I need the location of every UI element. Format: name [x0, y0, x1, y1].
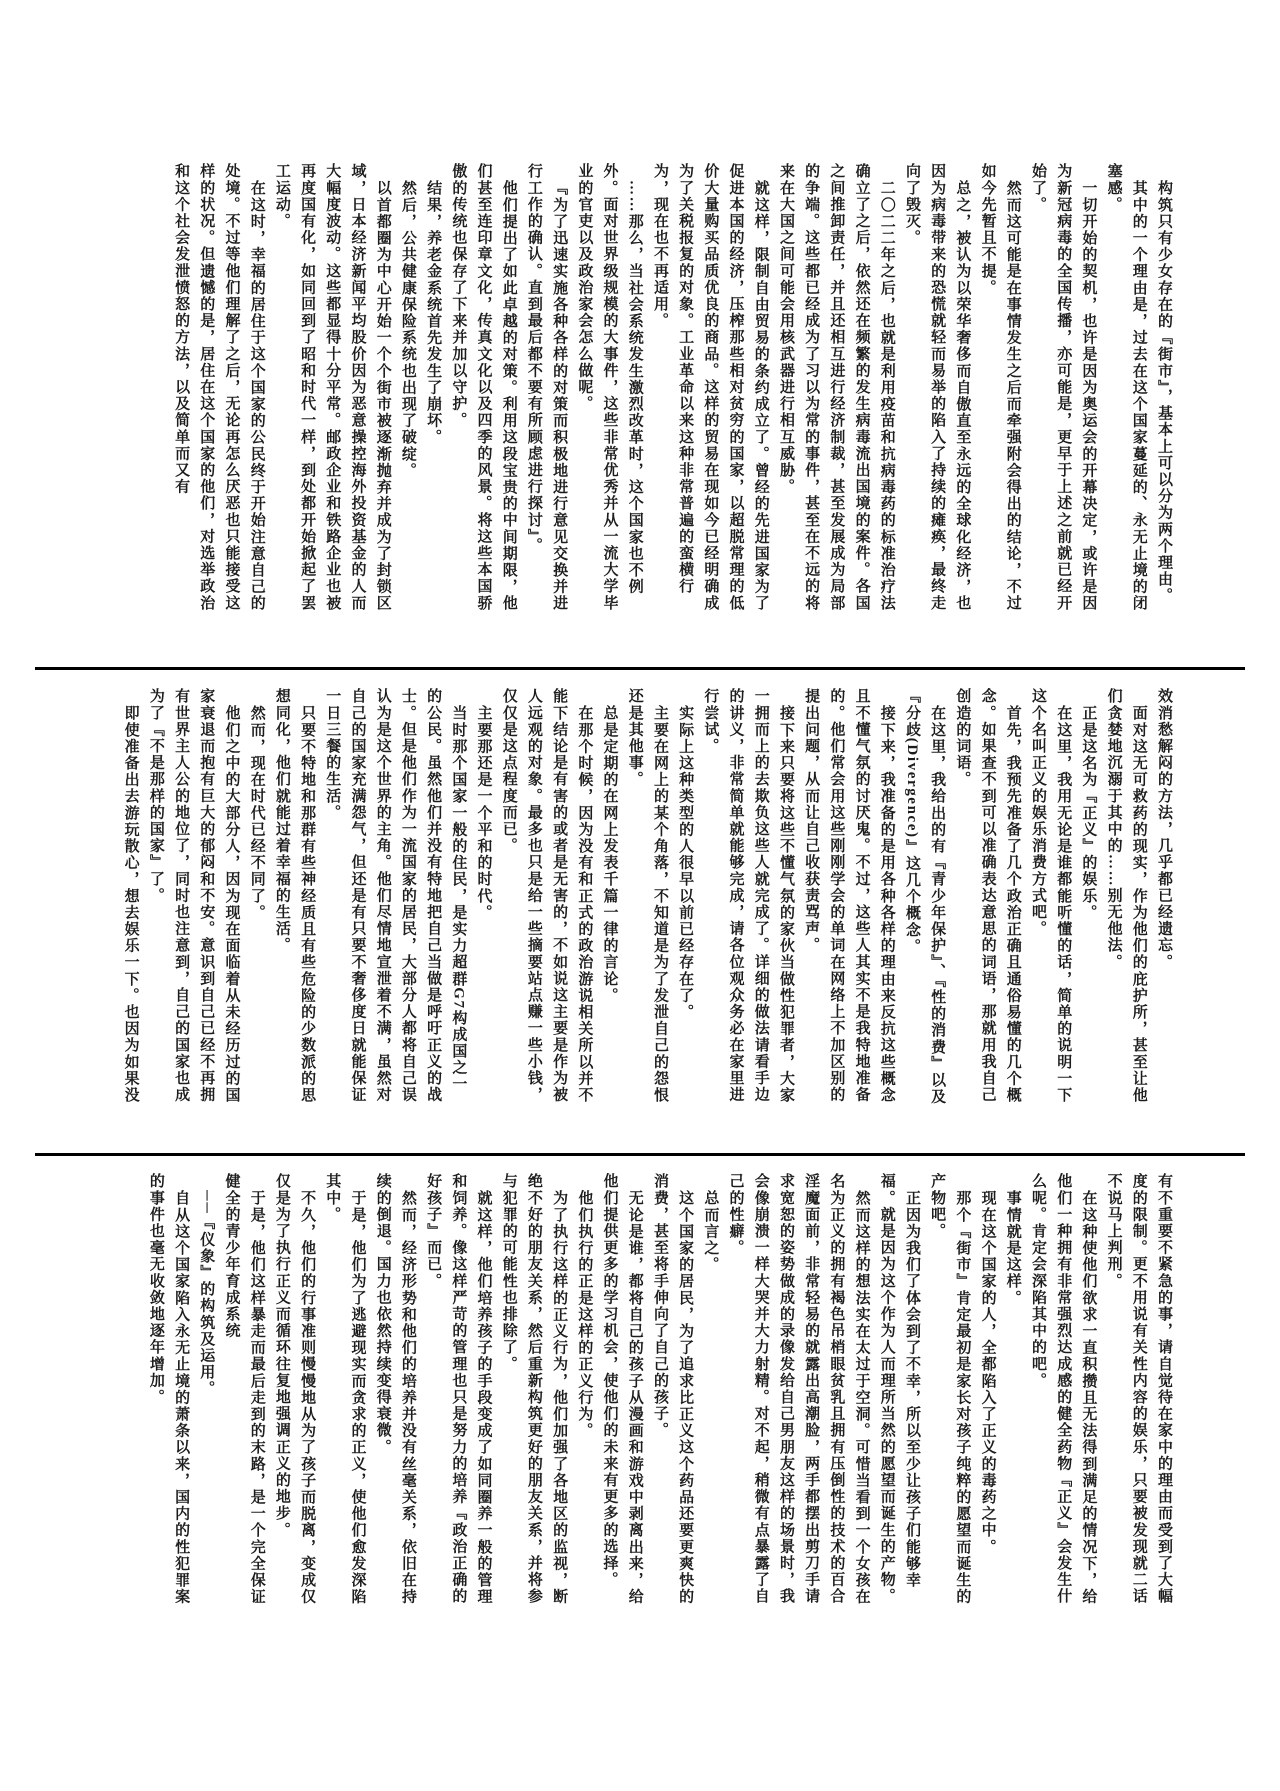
paragraph: 当时那个国家一般的住民，是实力超群G7构成国之一的公民。虽然他们并没有特地把自己当做是呼吁正义的战士。但是他们作为一流国家的居民，大部分人都将自己误认为是这个世界的主角。他们尽情地宣泄着不满，虽然对自己的国家充满怨气，但还是有只要不奢侈度日就能保证一日三餐的生活。: [324, 688, 467, 1103]
paragraph: 为了执行这样的正义行为，他们加强了各地区的监视，断绝不好的朋友关系，然后重新构筑更好的朋友关系，并将参与犯罪的可能性也排除了。: [500, 1173, 568, 1605]
paragraph: 不久，他们的行事准则慢慢地从为了孩子而脱离，变成仅仅是为了执行正义而循环往复地强调正义的地步。: [273, 1173, 316, 1605]
paragraph: 于是，他们这样暴走而最后走到的末路，是一个完全保证健全的青少年育成系统: [223, 1173, 265, 1605]
paragraph: 以首都圈为中心开始一个个街市被逐渐抛弃并成为了封锁区域，日本经济新闻平均股价因为恶意操控海外投资基金的人而大幅度波动。这些都显得十分平常。邮政企业和铁路企业也被再度国有化，如同回到了昭和时代一样，到处都开始掀起了罢工运动。: [273, 163, 391, 612]
paragraph: 即使准备出去游玩散心，想去娱乐一下。也因为如果没: [122, 705, 139, 1104]
paragraph: 接下来只要将这些不懂气氛的家伙当做性犯罪者，大家一拥而上的去欺负这些人就完成了。详细的做法请看手边的讲义，非常简单就能够完成，请各位观众务必在家里进行尝试。: [702, 688, 794, 1104]
paragraph: 就这样，限制自由贸易的条约成立了。曾经的先进国家为了促进本国的经济，压榨那些相对贫穷的国家，以超脱常理的低价大量购买品质优良的商品。这样的贸易在现如今已经明确成为了关税报复的对象。工业革命以来这种非常普遍的蛮横行为，现在也不再适用。: [651, 163, 769, 612]
paragraph: 在那个时候，因为没有和正式的政治游说相关所以并不能下结论是有害的或者是无害的，不如说这主要是作为被人远观的对象。最多也只是给一些摘要站点赚一些小钱，仅仅是这点程度而已。: [500, 688, 593, 1104]
paragraph: 主要在网上的某个角落，不知道是为了发泄自己的怨恨还是其他事。: [626, 688, 668, 1104]
paragraph: 然而，经济形势和他们的培养并没有丝毫关系，依旧在持续的倒退。国力也依然持续变得衰微。: [374, 1173, 416, 1605]
paragraph: 然后，公共健康保险系统也出现了破绽。: [399, 180, 416, 479]
paragraph: 于是，他们为了逃避现实而贪求的正义，使他们愈发深陷其中。: [324, 1173, 366, 1605]
text-band-top: [118, 163, 1176, 613]
paragraph: 二〇二二年之后，也就是利用疫苗和抗病毒药的标准治疗法确立了之后，依然还在频繁的发生病毒流出国境的案件。各国之间推卸责任，并且还相互进行经济制裁，甚至发展成为局部的争端。这些都已经成为了习以为常的事件，甚至在不远的将来在大国之间可能会用核武器进行相互威胁。: [777, 163, 895, 612]
paragraph: 那个『街市』肯定最初是家长对孩子纯粹的愿望而诞生的产物吧。: [929, 1173, 971, 1605]
paragraph: 就这样，他们培养孩子的手段变成了如同圈养一般的管理和饲养。像这样严苛的管理也只是努力的培养『政治正确的好孩子』而已。: [425, 1173, 492, 1605]
section-divider-top: [35, 667, 1245, 670]
paragraph: 事情就是这样。: [1004, 1190, 1021, 1307]
section-divider-bottom: [35, 1153, 1245, 1156]
paragraph: 『为了迅速实施各种各样的对策而积极地进行意见交换并进行工作的确认。直到最后都不要有所顾虑进行探讨』。: [525, 163, 568, 612]
paragraph: 现在这个国家的人，全都陷入了正义的毒药之中。: [979, 1190, 996, 1556]
paragraph: 其中的一个理由是，过去在这个国家蔓延的、永无止境的闭塞感。: [1105, 163, 1147, 612]
paragraph: 面对这无可救药的现实，作为他们的庇护所，甚至让他们贪婪地沉溺于其中的……别无他法。: [1105, 688, 1147, 1104]
paragraph: 有不重要不紧急的事，请自觉待在家中的理由而受到了大幅度的限制。更不用说有关性内容的娱乐，只要被发现就二话不说马上判刑。: [1105, 1173, 1172, 1605]
paragraph: 自从这个国家陷入永无止境的萧条以来，国内的性犯罪案的事件也毫无收敛地逐年增加。: [147, 1173, 190, 1605]
paragraph: 一切开始的契机，也许是因为奥运会的开幕决定，或许是因为新冠病毒的全国传播，亦可能是，更早于上述之前就已经开始了。: [1029, 163, 1097, 612]
paragraph: 正因为我们了体会到了不幸，所以至少让孩子们能够幸福。就是因为这个作为人而理所当然的愿望而诞生的产物。: [878, 1173, 920, 1605]
text-band-bottom: [118, 1173, 1176, 1613]
paragraph: 总是定期的在网上发表千篇一律的言论。: [601, 705, 618, 1004]
paragraph: 总之，被认为以荣华奢侈而自傲直至永远的全球化经济，也因为病毒带来的恐慌就轻而易举的陷入了持续的瘫痪，最终走向了毁灭。: [903, 163, 971, 612]
paragraph: 他们执行的正是这样的正义行为。: [576, 1190, 593, 1439]
paragraph: 无论是谁，都将自己的孩子从漫画和游戏中剥离出来，给他们提供更多的学习机会，使他们的未来有更多的选择。: [601, 1173, 643, 1605]
paragraph: 然而，现在时代已经不同了。: [248, 705, 265, 921]
text-band-middle: [118, 688, 1176, 1108]
paragraph: 在这种使他们欲求一直积攒且无法得到满足的情况下，给他们一种拥有非常强烈达成感的健全药物『正义』会发生什么呢。肯定会深陷其中的吧。: [1029, 1173, 1097, 1605]
paragraph: 正是这名为『正义』的娱乐。: [1080, 705, 1097, 921]
paragraph: 总而言之。: [702, 1190, 719, 1273]
paragraph: 他们提出了如此卓越的对策。利用这段宝贵的中间期限，他们甚至连印章文化，传真文化以及四季的风景。将这些本国骄傲的传统也保存了下来并加以守护。: [450, 163, 517, 612]
paragraph: ──『仪象』的构筑及运用。: [198, 1190, 215, 1398]
paragraph: 实际上这种类型的人很早以前已经存在了。: [677, 705, 694, 1021]
paragraph: 接下来，我准备的是用各种各样的理由来反抗这些概念且不懂气氛的讨厌鬼。不过，这些人其实不是我特地准备的。他们常会用这些刚刚学会的单词在网络上不加区别的提出问题，从而让自己收获责骂声。: [803, 688, 895, 1104]
paragraph: 首先，我预先准备了几个政治正确且通俗易懂的几个概念。如果查不到可以准确表达意思的词语，那就用我自己创造的词语。: [954, 688, 1021, 1104]
paragraph: 结果，养老金系统首先发生了崩坏。: [425, 180, 442, 446]
paragraph: 然而这可能是在事情发生之后而牵强附会得出的结论，不过如今先暂且不提。: [979, 163, 1021, 612]
paragraph: ……那么，当社会系统发生激烈改革时，这个国家也不例外。面对世界级规模的大事件，这些非常优秀并从一流大学毕业的官吏以及政治家会怎么做呢。: [576, 163, 643, 612]
paragraph: 构筑只有少女存在的『街市』，基本上可以分为两个理由。: [1156, 180, 1172, 605]
paragraph: 在这时，幸福的居住于这个国家的公民终于开始注意自己的处境。不过等他们理解了之后，无论再怎么厌恶也只能接受这样的状况。但遗憾的是，居住在这个国家的他们，对选举政治和这个社会发泄愤怒的方法，以及简单而又有: [173, 163, 265, 612]
paragraph: 主要那还是一个平和的时代。: [475, 705, 492, 921]
paragraph: 然而这样的想法实在太过于空洞。可惜当看到一个女孩在名为正义的拥有褐色吊梢眼贫乳且拥有压倒性的技术的百合淫魔面前，非常轻易的就露出高潮脸，两手都摆出剪刀手请求宽恕的姿势做成的录像发给自己男朋友这样的场景时，我会像崩溃一样大哭并大力射精。对不起，稍微有点暴露了自己的性癖。: [727, 1173, 870, 1605]
paragraph: 在这里，我用无论是谁都能听懂的话，简单的说明一下这个名叫正义的娱乐消费方式吧。: [1029, 688, 1072, 1104]
paragraph: 这个国家的居民，为了追求比正义这个药品还要更爽快的消费，甚至将手伸向了自己的孩子。: [651, 1173, 694, 1605]
paragraph: 他们之中的大部分人，因为现在面临着从未经历过的国家衰退而抱有巨大的郁闷和不安。意识到自己已经不再拥有世界主人公的地位了，同时也注意到，自己的国家也成为了『不是那样的国家』了。: [147, 688, 240, 1104]
paragraph: 只要不特地和那群有些神经质且有些危险的少数派的思想同化，他们就能过着幸福的生活。: [273, 688, 316, 1104]
paragraph: 效消愁解闷的方法，几乎都已经遗忘。: [1156, 688, 1172, 971]
paragraph: 在这里，我给出的有『青少年保护』、『性的消费』以及『分歧(Divergence)』这几个概念。: [903, 688, 946, 1105]
